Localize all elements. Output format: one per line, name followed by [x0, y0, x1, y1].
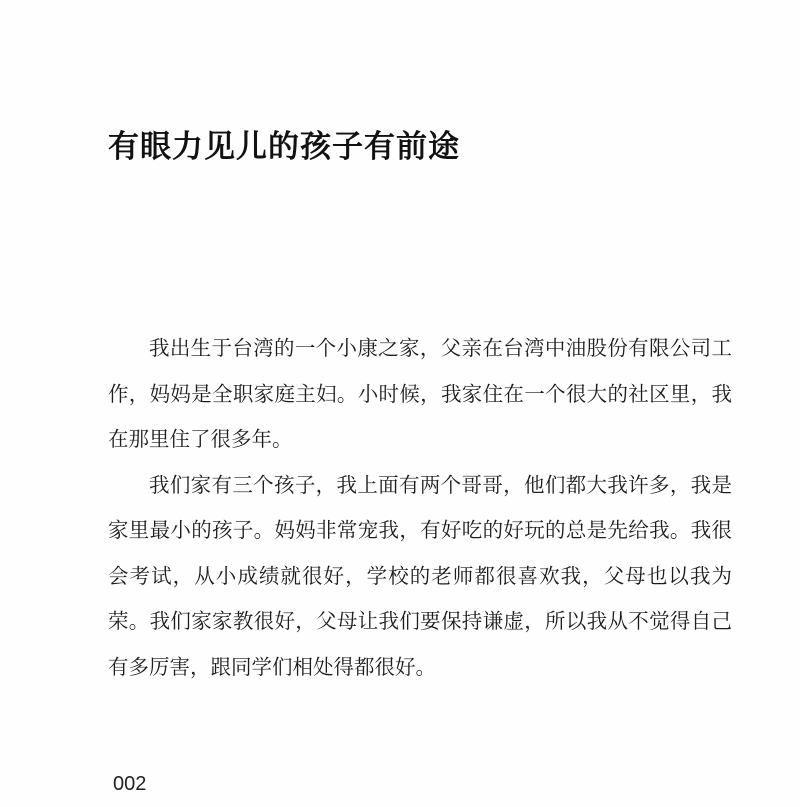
page-number: 002 [113, 773, 147, 795]
paragraph-1: 我出生于台湾的一个小康之家，父亲在台湾中油股份有限公司工作，妈妈是全职家庭主妇。小时候，我家住在一个很大的社区里，我在那里住了很多年。 [108, 336, 732, 451]
body-text [108, 326, 732, 690]
chapter-title: 有眼力见儿的孩子有前途 [108, 128, 460, 165]
paragraph-2: 我们家有三个孩子，我上面有两个哥哥，他们都大我许多，我是家里最小的孩子。妈妈非常宠我，有好吃的好玩的总是先给我。我很会考试，从小成绩就很好，学校的老师都很喜欢我，父母也以我为荣。我们家家教很好，父母让我们要保持谦虚，所以我从不觉得自己有多厉害，跟同学们相处得都很好。 [108, 472, 732, 679]
